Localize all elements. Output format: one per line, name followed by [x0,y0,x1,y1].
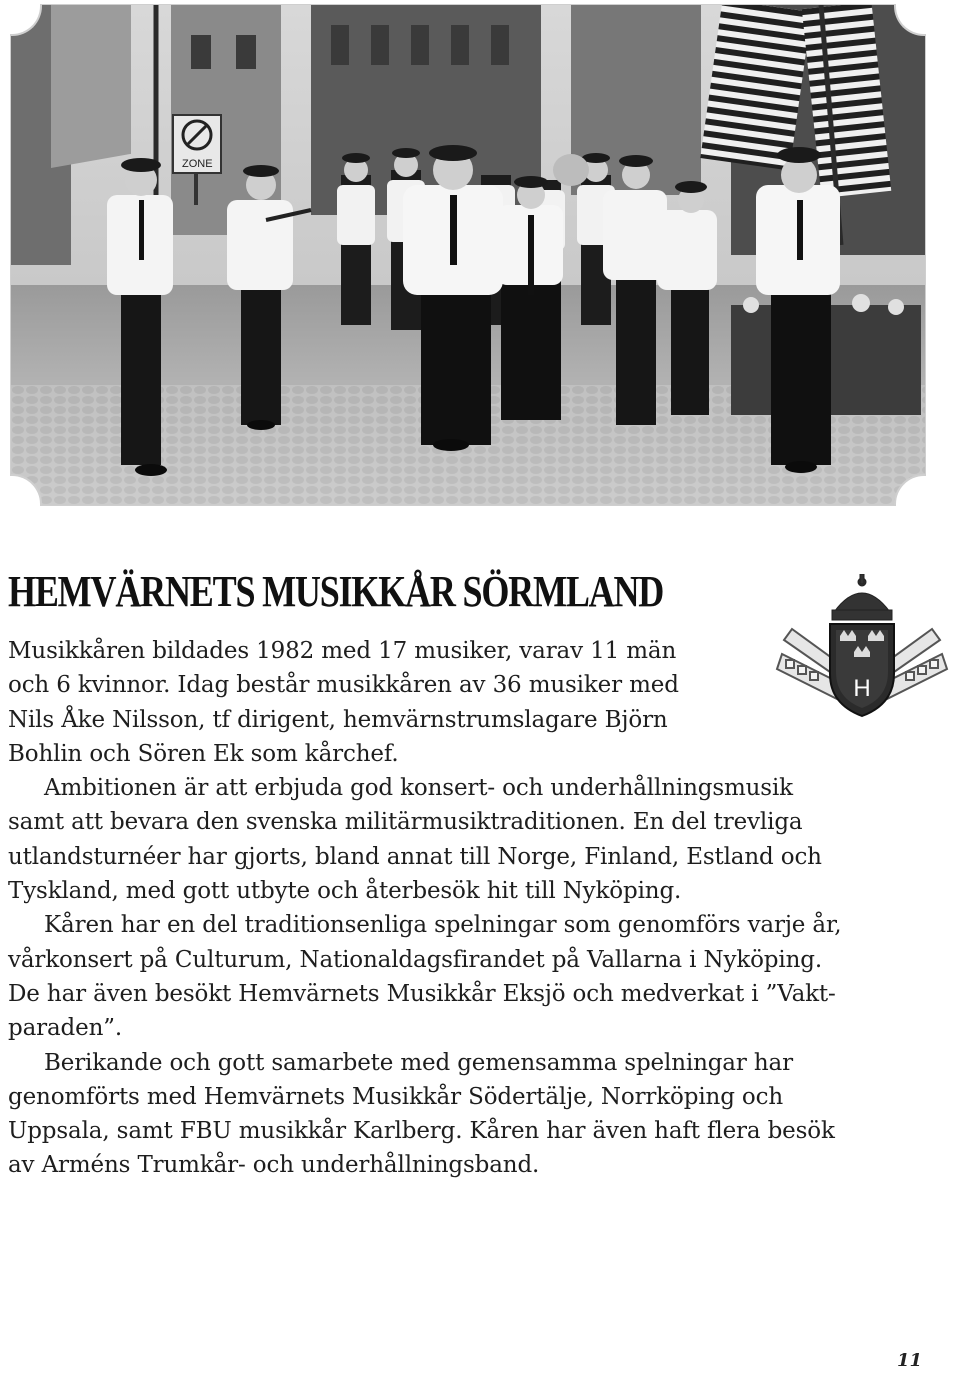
body-line: De har även besökt Hemvärnets Musikkår Eksjö och medverkat i ”Vakt- [8,980,836,1007]
photo-illustration [11,5,925,505]
body-line: Berikande och gott samarbete med gemensamma spelningar har [44,1049,793,1076]
body-line: samt att bevara den svenska militärmusiktraditionen. En del trevliga [8,809,803,836]
body-line: vårkonsert på Culturum, Nationaldagsfirandet på Vallarna i Nyköping. [8,946,822,973]
body-line: Nils Åke Nilsson, tf dirigent, hemvärnstrumslagare Björn [8,706,668,733]
body-line: Tyskland, med gott utbyte och återbesök hit till Nyköping. [8,878,682,905]
body-line: Musikkåren bildades 1982 med 17 musiker, varav 11 män [8,638,677,664]
body-line: Kåren har en del traditionsenliga spelningar som genomförs varje år, [44,912,842,939]
zone-sign-text: ZONE [182,158,213,170]
body-line: Bohlin och Sören Ek som kårchef. [8,740,399,767]
body-line: genomförts med Hemvärnets Musikkår Södertälje, Norrköping och [8,1083,784,1110]
body-line: och 6 kvinnor. Idag består musikkåren av 36 musiker med [8,672,679,699]
article-body [8,634,948,1183]
body-line: Uppsala, samt FBU musikkår Karlberg. Kåren har även haft flera besök [8,1118,835,1145]
article-title: HEMVÄRNETS MUSIKKÅR SÖRMLAND [8,567,664,616]
body-line: av Arméns Trumkår- och underhållningsband. [8,1152,540,1179]
body-line: paraden”. [8,1015,123,1042]
page-number: 11 [896,1350,922,1371]
body-line: utlandsturnéer har gjorts, bland annat till Norge, Finland, Estland och [8,843,822,870]
body-line: Ambitionen är att erbjuda god konsert- och underhållningsmusik [44,775,793,802]
emblem-letter: H [853,675,871,702]
marching-band-photo [10,4,926,506]
